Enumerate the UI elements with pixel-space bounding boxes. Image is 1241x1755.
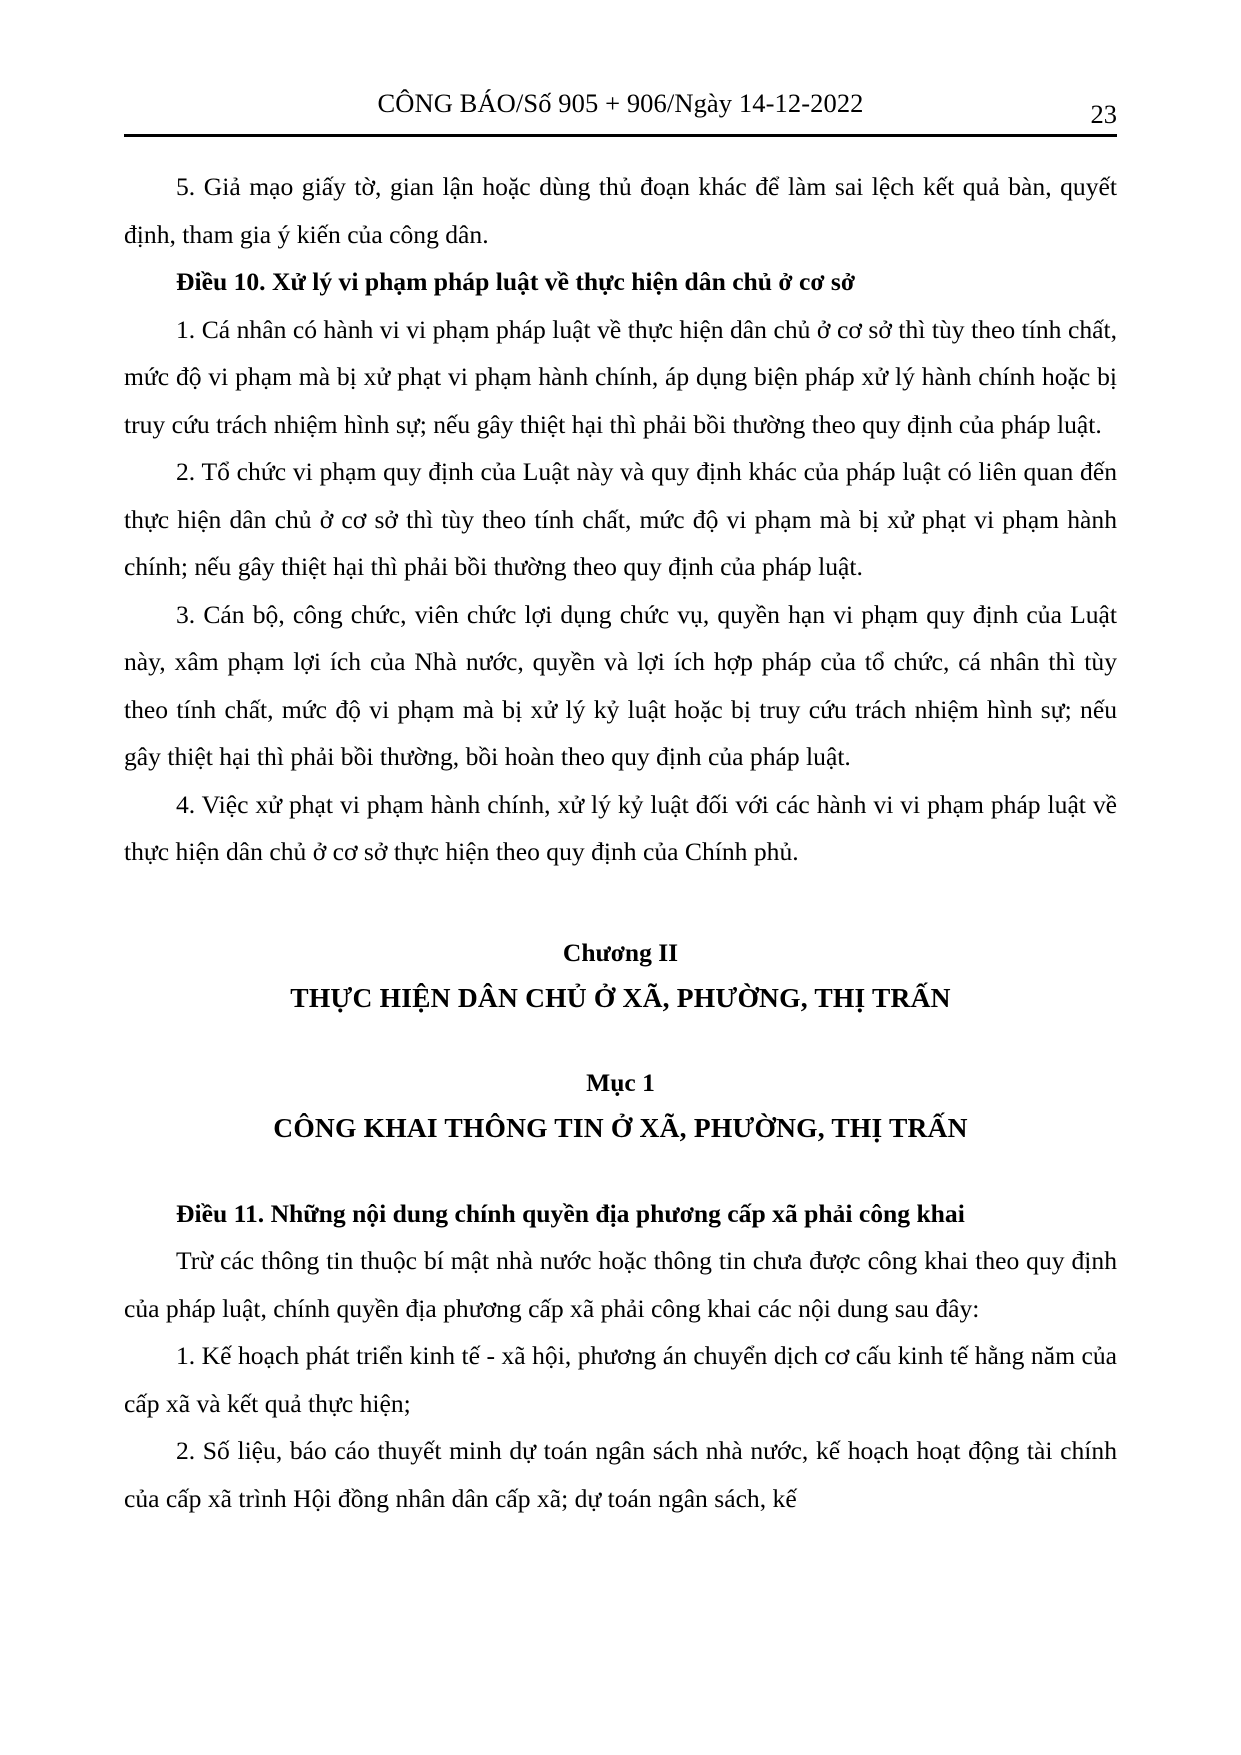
article-10-clause-1: 1. Cá nhân có hành vi vi phạm pháp luật về thực hiện dân chủ ở cơ sở thì tùy theo tính chất, mức độ vi phạm mà bị xử phạt vi phạm hành chính, áp dụng biện pháp xử lý hành chính hoặc bị truy cứu trách nhiệm hình sự; nếu gây thiệt hại thì phải bồi thường theo quy định của pháp luật. bbox=[124, 314, 1117, 439]
running-head-title: CÔNG BÁO/Số 905 + 906/Ngày 14-12-2022 bbox=[377, 88, 864, 118]
spacer-before-chapter bbox=[124, 876, 1117, 930]
document-body bbox=[124, 163, 1117, 1522]
clause-5-paragraph: 5. Giả mạo giấy tờ, gian lận hoặc dùng thủ đoạn khác để làm sai lệch kết quả bàn, quyết định, tham gia ý kiến của công dân. bbox=[124, 172, 1117, 249]
section-title: CÔNG KHAI THÔNG TIN Ở XÃ, PHƯỜNG, THỊ TRẤN bbox=[273, 1111, 968, 1143]
spacer-before-section bbox=[124, 1020, 1117, 1060]
chapter-title: THỰC HIỆN DÂN CHỦ Ở XÃ, PHƯỜNG, THỊ TRẤN bbox=[290, 981, 951, 1013]
spacer-before-article-11 bbox=[124, 1150, 1117, 1190]
article-11-clause-2: 2. Số liệu, báo cáo thuyết minh dự toán ngân sách nhà nước, kế hoạch hoạt động tài chính của cấp xã trình Hội đồng nhân dân cấp xã; dự toán ngân sách, kế bbox=[124, 1436, 1117, 1513]
page-number: 23 bbox=[1090, 99, 1117, 129]
running-head bbox=[124, 88, 1117, 130]
header-rule bbox=[124, 134, 1117, 137]
section-label: Mục 1 bbox=[586, 1067, 655, 1097]
article-11-intro: Trừ các thông tin thuộc bí mật nhà nước hoặc thông tin chưa được công khai theo quy định của pháp luật, chính quyền địa phương cấp xã phải công khai các nội dung sau đây: bbox=[124, 1246, 1117, 1323]
page-content bbox=[124, 88, 1117, 1522]
article-10-clause-2: 2. Tổ chức vi phạm quy định của Luật này và quy định khác của pháp luật có liên quan đến thực hiện dân chủ ở cơ sở thì tùy theo tính chất, mức độ vi phạm mà bị xử phạt vi phạm hành chính; nếu gây thiệt hại thì phải bồi thường theo quy định của pháp luật. bbox=[124, 457, 1117, 581]
article-10-heading: Điều 10. Xử lý vi phạm pháp luật về thực hiện dân chủ ở cơ sở bbox=[176, 267, 856, 296]
article-10-clause-3: 3. Cán bộ, công chức, viên chức lợi dụng chức vụ, quyền hạn vi phạm quy định của Luật này, xâm phạm lợi ích của Nhà nước, quyền và lợi ích hợp pháp của tổ chức, cá nhân thì tùy theo tính chất, mức độ vi phạm mà bị xử lý kỷ luật hoặc bị truy cứu trách nhiệm hình sự; nếu gây thiệt hại thì phải bồi thường, bồi hoàn theo quy định của pháp luật. bbox=[124, 599, 1117, 771]
article-10-clause-4: 4. Việc xử phạt vi phạm hành chính, xử lý kỷ luật đối với các hành vi vi phạm pháp luật về thực hiện dân chủ ở cơ sở thực hiện theo quy định của Chính phủ. bbox=[124, 789, 1117, 866]
article-11-heading: Điều 11. Những nội dung chính quyền địa phương cấp xã phải công khai bbox=[176, 1198, 965, 1228]
article-11-clause-1: 1. Kế hoạch phát triển kinh tế - xã hội, phương án chuyển dịch cơ cấu kinh tế hằng năm của cấp xã và kết quả thực hiện; bbox=[124, 1341, 1117, 1418]
chapter-label: Chương II bbox=[562, 937, 679, 967]
